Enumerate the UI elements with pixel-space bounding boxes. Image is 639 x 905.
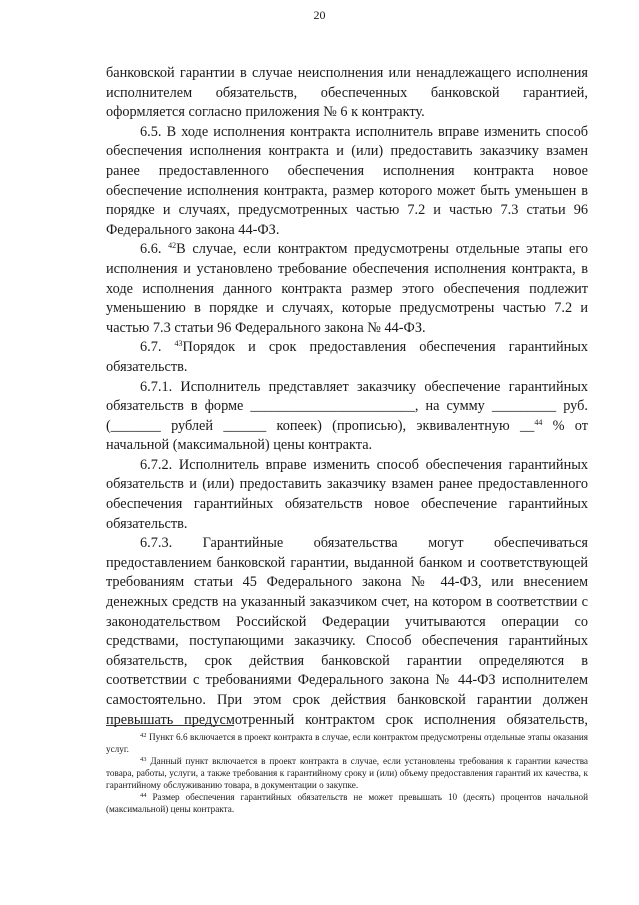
paragraph-6-7-1 <box>106 378 588 456</box>
footnote-44 <box>106 791 588 815</box>
footnote-text: Пункт 6.6 включается в проект контракта в случае, если контрактом предусмотрены отдельные этапы оказания услуг. <box>106 732 589 754</box>
footnote-number: 42 <box>140 732 147 739</box>
footnote-ref: 43 <box>174 339 183 349</box>
paragraph-text: В случае, если контрактом предусмотрены отдельные этапы его исполнения и установлено требование обеспечения исполнения контракта, в ходе исполнения данного контракта размер этого обеспечения подлежит уменьшению в порядке и случаях, которые предусмотрены частью 7.2 и частью 7.3 статьи 96 Федерального закона № 44-ФЗ. <box>106 241 588 336</box>
footnote-number: 44 <box>140 792 147 799</box>
footnote-text: Размер обеспечения гарантийных обязательств не может превышать 10 (десять) процентов начальной (максимальной) цены контракта. <box>106 792 588 814</box>
paragraph-continuation: банковской гарантии в случае неисполнения или ненадлежащего исполнения исполнителем обязательств, обеспеченных банковской гарантией, оформляется согласно приложения № 6 к контракту. <box>106 65 588 121</box>
paragraph-text: Порядок и срок предоставления обеспечения гарантийных обязательств. <box>106 339 589 375</box>
page-number: 20 <box>313 8 326 22</box>
clause-number: 6.6. <box>140 241 162 258</box>
paragraph-6-5: 6.5. В ходе исполнения контракта исполнитель вправе изменить способ обеспечения исполнения контракта и (или) предоставить заказчику взамен ранее предоставленного обеспечения исполнения контракта новое обеспечение исполнения контракта, размер которого может быть уменьшен в порядке и случаях, предусмотренных частью 7.2 и частью 7.3 статьи 96 Федерального закона 44-ФЗ. <box>106 123 588 238</box>
footnote-divider <box>106 725 234 726</box>
footnotes <box>106 731 588 815</box>
document-body <box>106 64 588 730</box>
paragraph-6-6 <box>106 240 588 338</box>
paragraph-6-7 <box>106 338 588 377</box>
footnote-ref: 42 <box>168 241 177 251</box>
paragraph-6-7-2: 6.7.2. Исполнитель вправе изменить способ обеспечения гарантийных обязательств и (или) предоставить заказчику взамен ранее предоставленного обеспечения гарантийных обязательств новое обеспечение гарантийных обязательств. <box>106 456 588 532</box>
footnote-text: Данный пункт включается в проект контракта в случае, если установлены требования к гарантии качества товара, работы, услуги, а также требования к гарантийному сроку и (или) объему предоставления гарантий их качества, к гарантийному обслуживанию товара, в документации о закупке. <box>106 756 589 790</box>
footnote-ref: 44 <box>534 417 543 427</box>
footnote-number: 43 <box>140 756 147 763</box>
paragraph-6-7-3: 6.7.3. Гарантийные обязательства могут обеспечиваться предоставлением банковской гарантии, выданной банком и соответствующей требованиям статьи 45 Федерального закона № 44-ФЗ, или внесением денежных средств на указанный заказчиком счет, на котором в соответствии с законодательством Российской Федерации учитываются операции со средствами, поступающими заказчику. Способ обеспечения гарантийных обязательств, срок действия банковской гарантии определяются в соответствии с требованиями Федерального закона № 44-ФЗ исполнителем самостоятельно. При этом срок действия банковской гарантии должен превышать предусмотренный контрактом срок исполнения обязательств, <box>106 535 588 728</box>
paragraph-text: 6.7.1. Исполнитель представляет заказчику обеспечение гарантийных обязательств в форме _______________________, на сумму _________ руб. (_______ рублей ______ копеек) (прописью), эквивалентную __ <box>106 378 588 434</box>
footnote-42 <box>106 731 588 755</box>
clause-number: 6.7. <box>140 339 162 356</box>
paragraph-text: % от начальной (максимальной) цены контракта. <box>106 417 588 454</box>
footnote-43 <box>106 755 588 791</box>
